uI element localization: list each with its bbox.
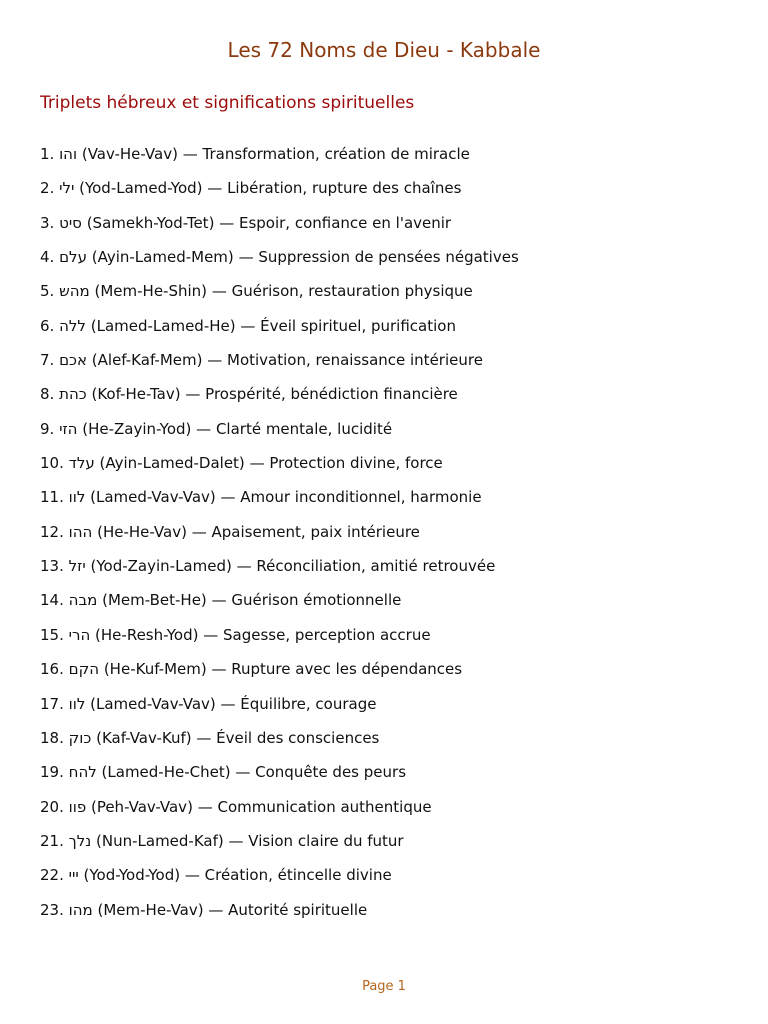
item-number: 7. (40, 351, 55, 370)
item-number: 1. (40, 145, 55, 163)
meaning: — Éveil des consciences (196, 728, 380, 747)
item-number: 12. (40, 522, 64, 541)
meaning: — Éveil spirituel, purification (240, 316, 456, 335)
hebrew-triplet: סיט (59, 213, 82, 232)
meaning: — Clarté mentale, lucidité (196, 419, 393, 438)
meaning: — Amour inconditionnel, harmonie (220, 488, 482, 507)
list-item (40, 519, 740, 553)
meaning: — Équilibre, courage (220, 694, 377, 713)
hebrew-triplet: ילי (59, 179, 75, 198)
item-number: 5. (40, 282, 55, 301)
transliteration: (Mem-He-Vav) (97, 900, 204, 919)
transliteration: (Lamed-He-Chet) (101, 763, 231, 782)
item-number: 23. (40, 900, 64, 919)
item-number: 16. (40, 660, 64, 679)
list-item (40, 244, 740, 278)
meaning: — Suppression de pensées négatives (238, 248, 519, 267)
list-item (40, 691, 740, 725)
meaning: — Apaisement, paix intérieure (191, 522, 420, 541)
item-number: 14. (40, 591, 64, 610)
transliteration: (Ayin-Lamed-Mem) (91, 248, 234, 267)
item-number: 15. (40, 625, 64, 644)
item-number: 22. (40, 866, 64, 885)
list-item (40, 587, 740, 621)
hebrew-triplet: כהת (59, 385, 87, 404)
hebrew-triplet: לוו (68, 488, 86, 507)
transliteration: (Peh-Vav-Vav) (90, 797, 193, 816)
hebrew-triplet: מהו (68, 900, 93, 919)
transliteration: (Vav-He-Vav) (81, 145, 178, 163)
transliteration: (He-Kuf-Mem) (103, 660, 207, 679)
list-item (40, 828, 740, 862)
transliteration: (Samekh-Yod-Tet) (86, 213, 215, 232)
meaning: — Espoir, confiance en l'avenir (219, 213, 452, 232)
list-item (40, 656, 740, 690)
list-item (40, 759, 740, 793)
list-item (40, 897, 740, 931)
hebrew-triplet: הקם (68, 660, 100, 679)
item-number: 21. (40, 831, 64, 850)
meaning: — Libération, rupture des chaînes (207, 179, 462, 198)
meaning: — Autorité spirituelle (208, 900, 368, 919)
document-title: Les 72 Noms de Dieu - Kabbale (227, 38, 541, 62)
transliteration: (Yod-Zayin-Lamed) (90, 557, 232, 576)
list-item (40, 210, 740, 244)
list-item (40, 862, 740, 896)
transliteration: (Yod-Yod-Yod) (83, 866, 181, 885)
item-number: 6. (40, 316, 55, 335)
page-number: Page 1 (362, 979, 406, 994)
meaning: — Réconciliation, amitié retrouvée (236, 557, 496, 576)
meaning: — Guérison, restauration physique (211, 282, 473, 301)
item-number: 11. (40, 488, 64, 507)
hebrew-triplet: כוק (68, 728, 92, 747)
list-item (40, 347, 740, 381)
hebrew-triplet: מהש (59, 282, 90, 301)
list-item (40, 553, 740, 587)
hebrew-triplet: ללה (59, 316, 86, 335)
list-item (40, 484, 740, 518)
item-number: 3. (40, 213, 55, 232)
list-item (40, 278, 740, 312)
hebrew-triplet: ייי (68, 866, 79, 885)
list-item (40, 141, 740, 175)
hebrew-triplet: יזל (68, 557, 86, 576)
item-number: 4. (40, 248, 55, 267)
hebrew-triplet: ההו (68, 522, 93, 541)
document-subtitle: Triplets hébreux et significations spirituelles (40, 93, 415, 113)
list-item (40, 622, 740, 656)
hebrew-triplet: עלד (68, 454, 95, 473)
transliteration: (Kof-He-Tav) (91, 385, 181, 404)
meaning: — Guérison émotionnelle (211, 591, 402, 610)
hebrew-triplet: והו (59, 145, 78, 163)
item-number: 2. (40, 179, 55, 198)
transliteration: (Alef-Kaf-Mem) (91, 351, 203, 370)
hebrew-triplet: עלם (59, 248, 87, 267)
transliteration: (Mem-Bet-He) (102, 591, 207, 610)
item-number: 13. (40, 557, 64, 576)
transliteration: (Mem-He-Shin) (94, 282, 208, 301)
list-item (40, 416, 740, 450)
meaning: — Conquête des peurs (235, 763, 407, 782)
transliteration: (Lamed-Vav-Vav) (90, 694, 216, 713)
item-number: 10. (40, 454, 64, 473)
meaning: — Communication authentique (197, 797, 432, 816)
list-item (40, 725, 740, 759)
transliteration: (Kaf-Vav-Kuf) (96, 728, 192, 747)
hebrew-triplet: להח (68, 763, 97, 782)
list-item (40, 450, 740, 484)
hebrew-triplet: נלך (68, 831, 92, 850)
hebrew-triplet: מבה (68, 591, 98, 610)
transliteration: (Lamed-Vav-Vav) (90, 488, 216, 507)
transliteration: (Ayin-Lamed-Dalet) (99, 454, 245, 473)
meaning: — Sagesse, perception accrue (203, 625, 431, 644)
meaning: — Transformation, création de miracle (182, 145, 470, 163)
item-number: 20. (40, 797, 64, 816)
transliteration: (He-Zayin-Yod) (82, 419, 192, 438)
hebrew-triplet: הרי (68, 625, 91, 644)
item-number: 9. (40, 419, 55, 438)
item-number: 17. (40, 694, 64, 713)
hebrew-triplet: אכם (59, 351, 88, 370)
transliteration: (Nun-Lamed-Kaf) (96, 831, 224, 850)
item-number: 18. (40, 728, 64, 747)
meaning: — Création, étincelle divine (184, 866, 392, 885)
transliteration: (Yod-Lamed-Yod) (79, 179, 203, 198)
item-number: 19. (40, 763, 64, 782)
list-item (40, 794, 740, 828)
item-number: 8. (40, 385, 55, 404)
hebrew-triplet: לוו (68, 694, 86, 713)
meaning: — Protection divine, force (249, 454, 443, 473)
hebrew-triplet: הזי (59, 419, 78, 438)
transliteration: (He-He-Vav) (97, 522, 187, 541)
hebrew-triplet: פוו (68, 797, 87, 816)
list-item (40, 313, 740, 347)
meaning: — Motivation, renaissance intérieure (207, 351, 483, 370)
transliteration: (He-Resh-Yod) (95, 625, 199, 644)
meaning: — Vision claire du futur (228, 831, 404, 850)
names-list (40, 141, 740, 931)
transliteration: (Lamed-Lamed-He) (90, 316, 236, 335)
meaning: — Rupture avec les dépendances (211, 660, 463, 679)
list-item (40, 381, 740, 415)
list-item (40, 175, 740, 209)
meaning: — Prospérité, bénédiction financière (185, 385, 458, 404)
